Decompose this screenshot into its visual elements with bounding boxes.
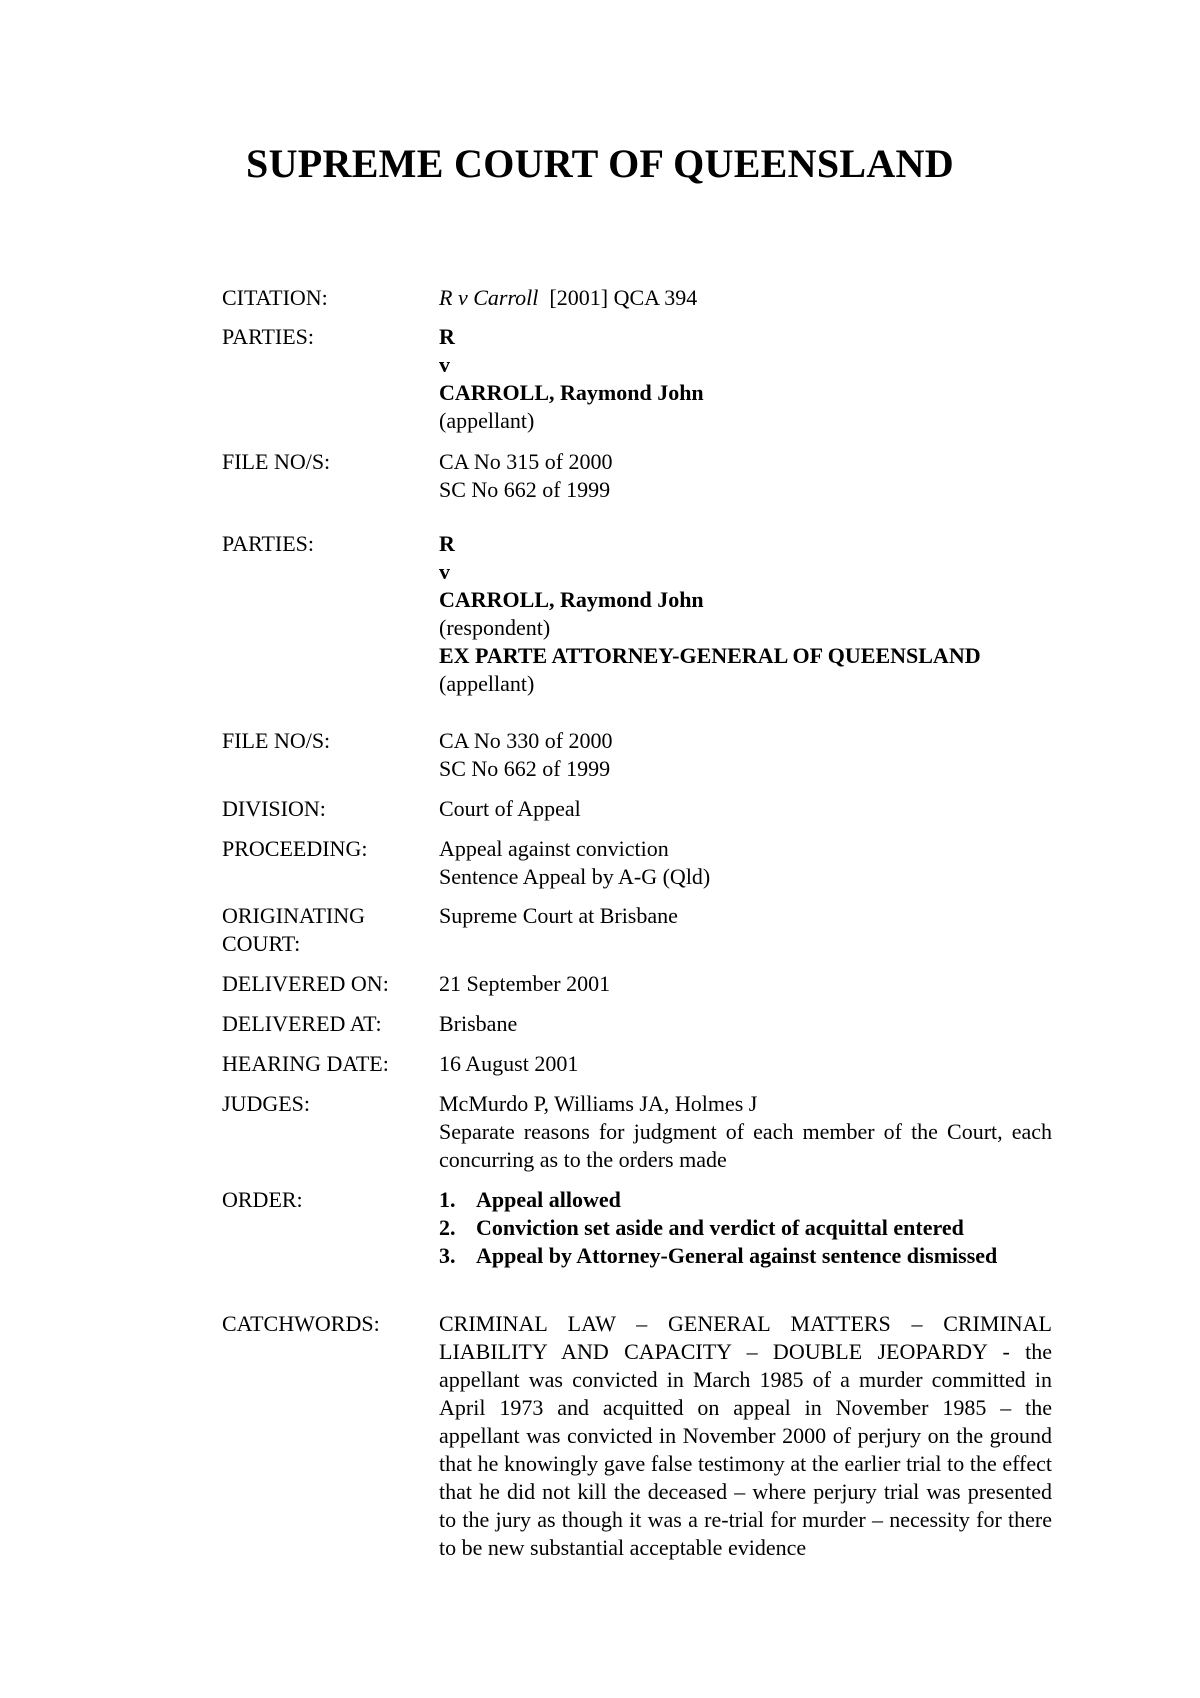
judges-label: JUDGES:	[222, 1091, 311, 1116]
order-item	[439, 1186, 1052, 1214]
party-line: CARROLL, Raymond John	[439, 587, 704, 612]
party-role: (appellant)	[439, 408, 535, 433]
file-no-value	[439, 448, 1052, 504]
parties-value	[439, 323, 1052, 435]
file-no-value	[439, 727, 1052, 783]
catchwords-label: CATCHWORDS:	[222, 1311, 380, 1336]
parties-label: PARTIES:	[222, 531, 315, 556]
citation-ref: [2001] QCA 394	[549, 285, 698, 310]
case-name: R v Carroll	[439, 285, 539, 310]
party-role: (respondent)	[439, 615, 551, 640]
judges-value	[439, 1090, 1052, 1174]
catchwords-text: CRIMINAL LAW – GENERAL MATTERS – CRIMINAL LIABILITY AND CAPACITY – DOUBLE JEOPARDY - the appellant was convicted in March 1985 of a murder committed in April 1973 and acquitted on appeal in November 1985 – the appellant was convicted in November 2000 of perjury on the ground that he knowingly gave false testimony at the earlier trial to the effect that he did not kill the deceased – where perjury trial was presented to the jury as though it was a re-trial for murder – necessity for there to be new substantial acceptable evidence	[439, 1311, 1052, 1560]
originating-label-line: ORIGINATING	[222, 903, 365, 928]
order-text: Appeal by Attorney-General against sentence dismissed	[476, 1243, 998, 1268]
division-label: DIVISION:	[222, 796, 326, 821]
order-number: 3.	[439, 1243, 456, 1268]
parties-value	[439, 530, 1052, 698]
party-role: (appellant)	[439, 671, 535, 696]
judges-names: McMurdo P, Williams JA, Holmes J	[439, 1091, 758, 1116]
file-no-line: CA No 330 of 2000	[439, 728, 613, 753]
citation-label: CITATION:	[222, 285, 328, 310]
citation-value	[439, 284, 1052, 312]
party-line: R	[439, 324, 455, 349]
file-no-label: FILE NO/S:	[222, 728, 331, 753]
party-line: R	[439, 531, 455, 556]
order-item	[439, 1242, 1052, 1270]
party-line: EX PARTE ATTORNEY-GENERAL OF QUEENSLAND	[439, 643, 981, 668]
order-label: ORDER:	[222, 1187, 303, 1212]
order-item	[439, 1214, 1052, 1242]
proceeding-value	[439, 835, 1052, 891]
order-list	[439, 1186, 1052, 1270]
court-title: SUPREME COURT OF QUEENSLAND	[246, 141, 954, 186]
proceeding-line: Appeal against conviction	[439, 836, 669, 861]
delivered-at-value: Brisbane	[439, 1011, 518, 1036]
party-line: v	[439, 352, 450, 377]
originating-court-label	[222, 902, 422, 958]
proceeding-label: PROCEEDING:	[222, 836, 368, 861]
order-text: Conviction set aside and verdict of acquittal entered	[476, 1215, 964, 1240]
order-number: 1.	[439, 1187, 456, 1212]
delivered-at-label: DELIVERED AT:	[222, 1011, 382, 1036]
proceeding-line: Sentence Appeal by A-G (Qld)	[439, 864, 711, 889]
file-no-line: CA No 315 of 2000	[439, 449, 613, 474]
order-number: 2.	[439, 1215, 456, 1240]
hearing-date-label: HEARING DATE:	[222, 1051, 389, 1076]
parties-label: PARTIES:	[222, 324, 315, 349]
delivered-on-value: 21 September 2001	[439, 971, 611, 996]
party-line: v	[439, 559, 450, 584]
delivered-on-label: DELIVERED ON:	[222, 971, 389, 996]
file-no-line: SC No 662 of 1999	[439, 756, 611, 781]
originating-label-line: COURT:	[222, 931, 301, 956]
originating-court-value: Supreme Court at Brisbane	[439, 903, 678, 928]
hearing-date-value: 16 August 2001	[439, 1051, 579, 1076]
party-line: CARROLL, Raymond John	[439, 380, 704, 405]
file-no-line: SC No 662 of 1999	[439, 477, 611, 502]
division-value: Court of Appeal	[439, 796, 581, 821]
file-no-label: FILE NO/S:	[222, 449, 331, 474]
order-text: Appeal allowed	[476, 1187, 621, 1212]
order-value	[439, 1186, 1052, 1270]
judges-note: Separate reasons for judgment of each member of the Court, each concurring as to the orders made	[439, 1119, 1052, 1172]
